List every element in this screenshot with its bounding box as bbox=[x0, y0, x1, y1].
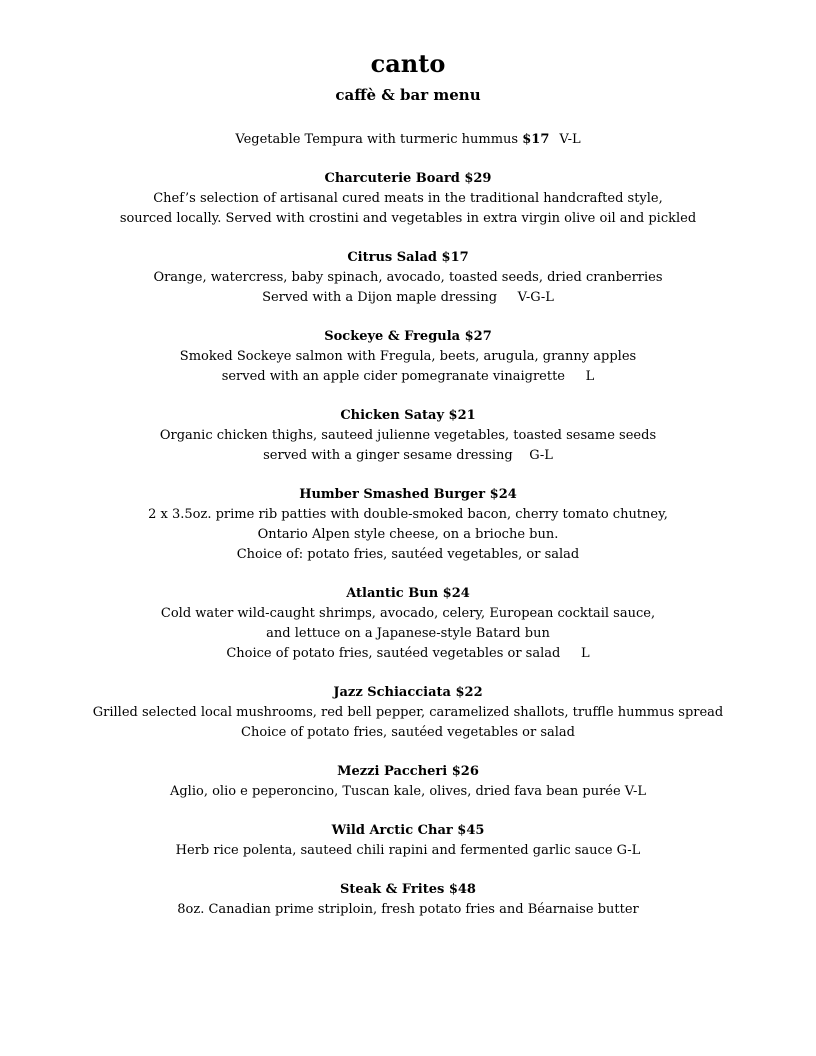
intro-text: Vegetable Tempura with turmeric hummus bbox=[235, 132, 519, 147]
intro-tags: V-L bbox=[559, 132, 581, 147]
menu-item-heading: Wild Arctic Char $45 bbox=[331, 823, 485, 838]
menu-item bbox=[0, 584, 816, 664]
menu-item-description: served with a ginger sesame dressing G-L bbox=[263, 448, 553, 463]
menu-item-heading: Humber Smashed Burger $24 bbox=[299, 487, 517, 502]
menu-item-description: Served with a Dijon maple dressing V-G-L bbox=[262, 290, 554, 305]
menu-item bbox=[0, 683, 816, 743]
menu-item bbox=[0, 762, 816, 802]
menu-item-description: Choice of potato fries, sautéed vegetables or salad bbox=[241, 725, 575, 740]
menu-item-heading: Chicken Satay $21 bbox=[340, 408, 476, 423]
menu-subtitle: caffè & bar menu bbox=[335, 86, 481, 104]
menu-item bbox=[0, 169, 816, 229]
menu-item-description: Choice of potato fries, sautéed vegetables or salad L bbox=[226, 646, 590, 661]
menu-item-description: served with an apple cider pomegranate vinaigrette L bbox=[221, 369, 595, 384]
menu-item-description: Organic chicken thighs, sauteed julienne vegetables, toasted sesame seeds bbox=[159, 428, 657, 443]
intro-item bbox=[0, 130, 816, 150]
menu-item-heading: Jazz Schiacciata $22 bbox=[333, 685, 483, 700]
menu-item-description: Aglio, olio e peperoncino, Tuscan kale, olives, dried fava bean purée V-L bbox=[169, 784, 647, 799]
menu-item bbox=[0, 406, 816, 466]
intro-line bbox=[0, 130, 816, 150]
menu-item-description: Grilled selected local mushrooms, red bell pepper, caramelized shallots, truffle hummus spread bbox=[92, 705, 724, 720]
menu-item-description: 2 x 3.5oz. prime rib patties with double-smoked bacon, cherry tomato chutney, bbox=[148, 507, 668, 522]
menu-item-heading: Citrus Salad $17 bbox=[347, 250, 469, 265]
menu-item bbox=[0, 880, 816, 920]
menu-item-description: 8oz. Canadian prime striploin, fresh potato fries and Béarnaise butter bbox=[177, 902, 639, 917]
menu-item-description: Ontario Alpen style cheese, on a brioche bun. bbox=[257, 527, 559, 542]
menu-item-heading: Atlantic Bun $24 bbox=[346, 586, 470, 601]
menu-item bbox=[0, 821, 816, 861]
restaurant-title: canto bbox=[370, 49, 446, 78]
menu-item bbox=[0, 327, 816, 387]
menu-item-description: Choice of: potato fries, sautéed vegetables, or salad bbox=[236, 547, 580, 562]
menu-items bbox=[0, 169, 816, 920]
menu-item-heading: Steak & Frites $48 bbox=[340, 882, 476, 897]
menu-item-description: sourced locally. Served with crostini and vegetables in extra virgin olive oil and pickled bbox=[119, 211, 697, 226]
menu-item bbox=[0, 248, 816, 308]
menu-item-heading: Sockeye & Fregula $27 bbox=[324, 329, 492, 344]
menu-item-description: Chef’s selection of artisanal cured meats in the traditional handcrafted style, bbox=[153, 191, 663, 206]
menu-item-description: Orange, watercress, baby spinach, avocado, toasted seeds, dried cranberries bbox=[153, 270, 663, 285]
menu-item-description: and lettuce on a Japanese-style Batard bun bbox=[266, 626, 550, 641]
menu-item-description: Herb rice polenta, sauteed chili rapini and fermented garlic sauce G-L bbox=[175, 843, 641, 858]
menu-item bbox=[0, 485, 816, 565]
intro-price: $17 bbox=[522, 132, 550, 147]
menu-item-heading: Mezzi Paccheri $26 bbox=[337, 764, 479, 779]
menu-item-description: Cold water wild-caught shrimps, avocado, celery, European cocktail sauce, bbox=[160, 606, 656, 621]
menu-item-description: Smoked Sockeye salmon with Fregula, beets, arugula, granny apples bbox=[179, 349, 637, 364]
menu-item-heading: Charcuterie Board $29 bbox=[324, 171, 492, 186]
menu-list bbox=[0, 130, 816, 939]
